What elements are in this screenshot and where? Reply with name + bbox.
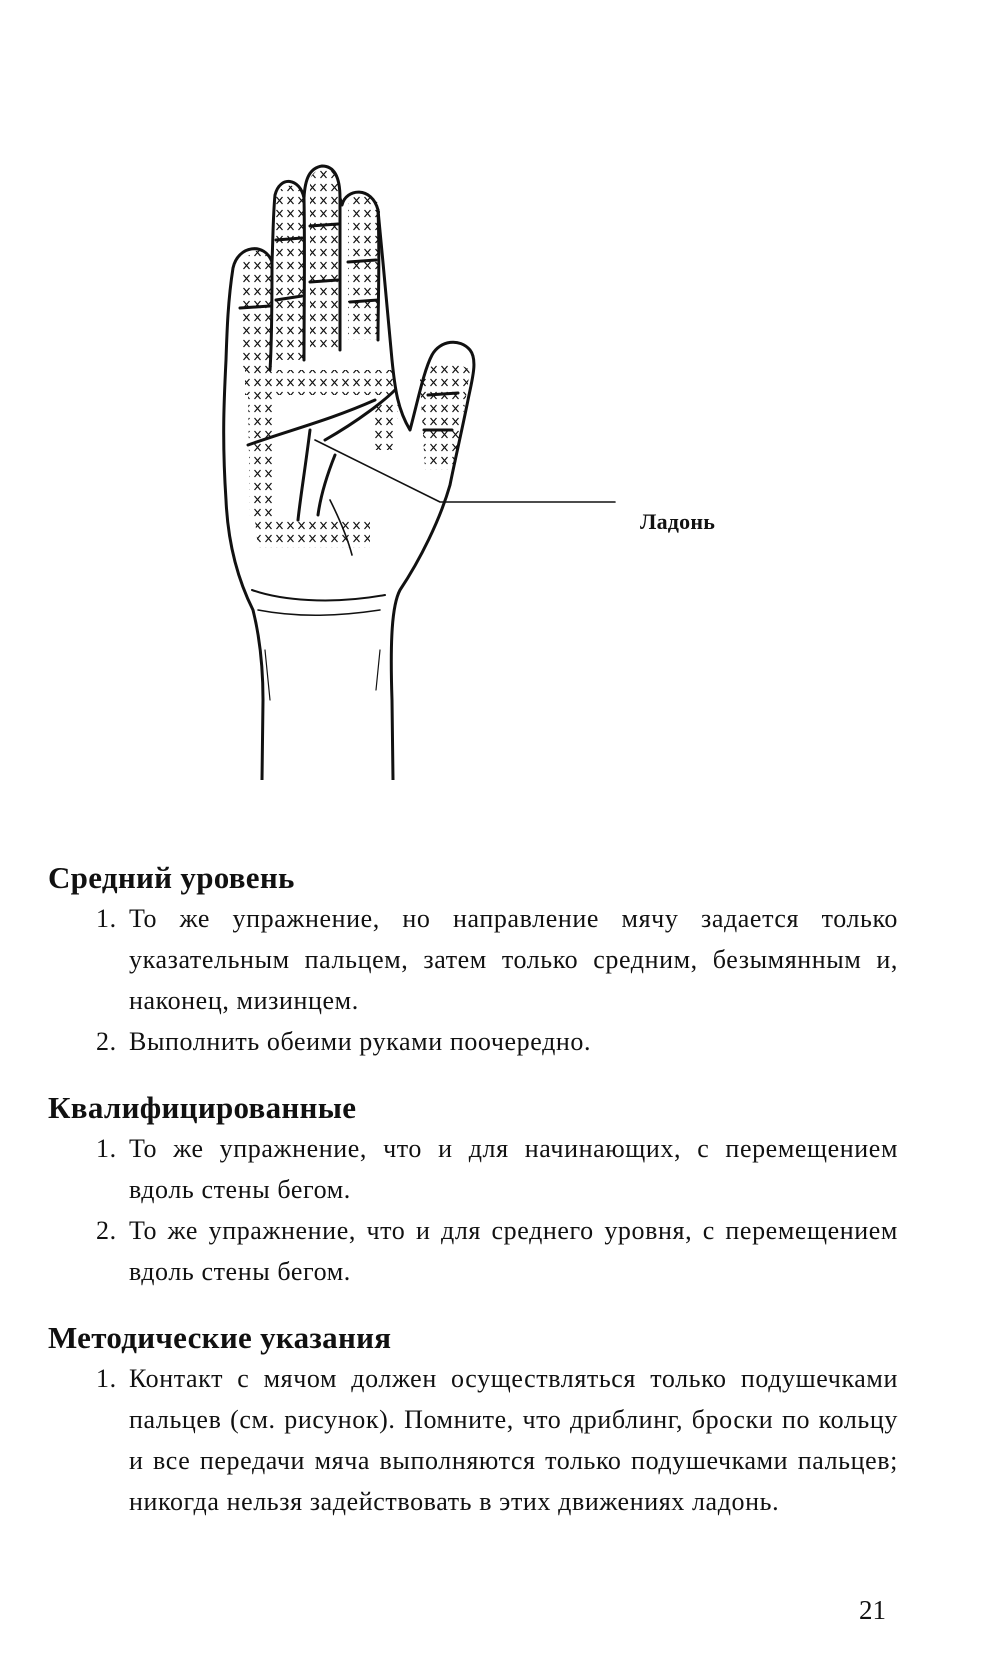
list-item-number: 1.	[96, 1364, 117, 1393]
list-item	[48, 1021, 898, 1062]
list-item	[48, 898, 898, 1021]
section-heading: Квалифицированные	[48, 1090, 357, 1125]
list-item-text: Контакт с мячом должен осуществляться только подушечками пальцев (см. рисунок). Помните, что дриблинг, броски по кольцу и все передачи мяча выполняются только подушечками пальцев; никогда нельзя задействовать в этих движениях ладонь.	[129, 1364, 898, 1516]
callout-label-palm: Ладонь	[640, 509, 716, 534]
list-item-number: 2.	[96, 1216, 117, 1245]
hand-drawing	[224, 166, 615, 780]
palm-illustration	[0, 0, 1000, 780]
list-item-text: Выполнить обеими руками поочередно.	[129, 1027, 592, 1056]
list-item-text: То же упражнение, что и для начинающих, с перемещением вдоль стены бегом.	[129, 1134, 898, 1204]
list-item-number: 1.	[96, 1134, 117, 1163]
list-item-text: То же упражнение, что и для среднего уровня, с перемещением вдоль стены бегом.	[129, 1216, 898, 1286]
section-heading: Методические указания	[48, 1320, 392, 1355]
section-methodical-guidelines	[48, 1318, 898, 1522]
section-heading: Средний уровень	[48, 860, 295, 895]
list-item	[48, 1210, 898, 1292]
list-item-text: То же упражнение, но направление мячу задается только указательным пальцем, затем только средним, безымянным и, наконец, мизинцем.	[129, 904, 898, 1015]
page-number: 21	[859, 1595, 886, 1625]
list-item-number: 2.	[96, 1027, 117, 1056]
list-item-number: 1.	[96, 904, 117, 933]
list-item	[48, 1128, 898, 1210]
list-item	[48, 1358, 898, 1522]
section-qualified	[48, 1088, 898, 1292]
section-intermediate-level	[48, 858, 898, 1062]
